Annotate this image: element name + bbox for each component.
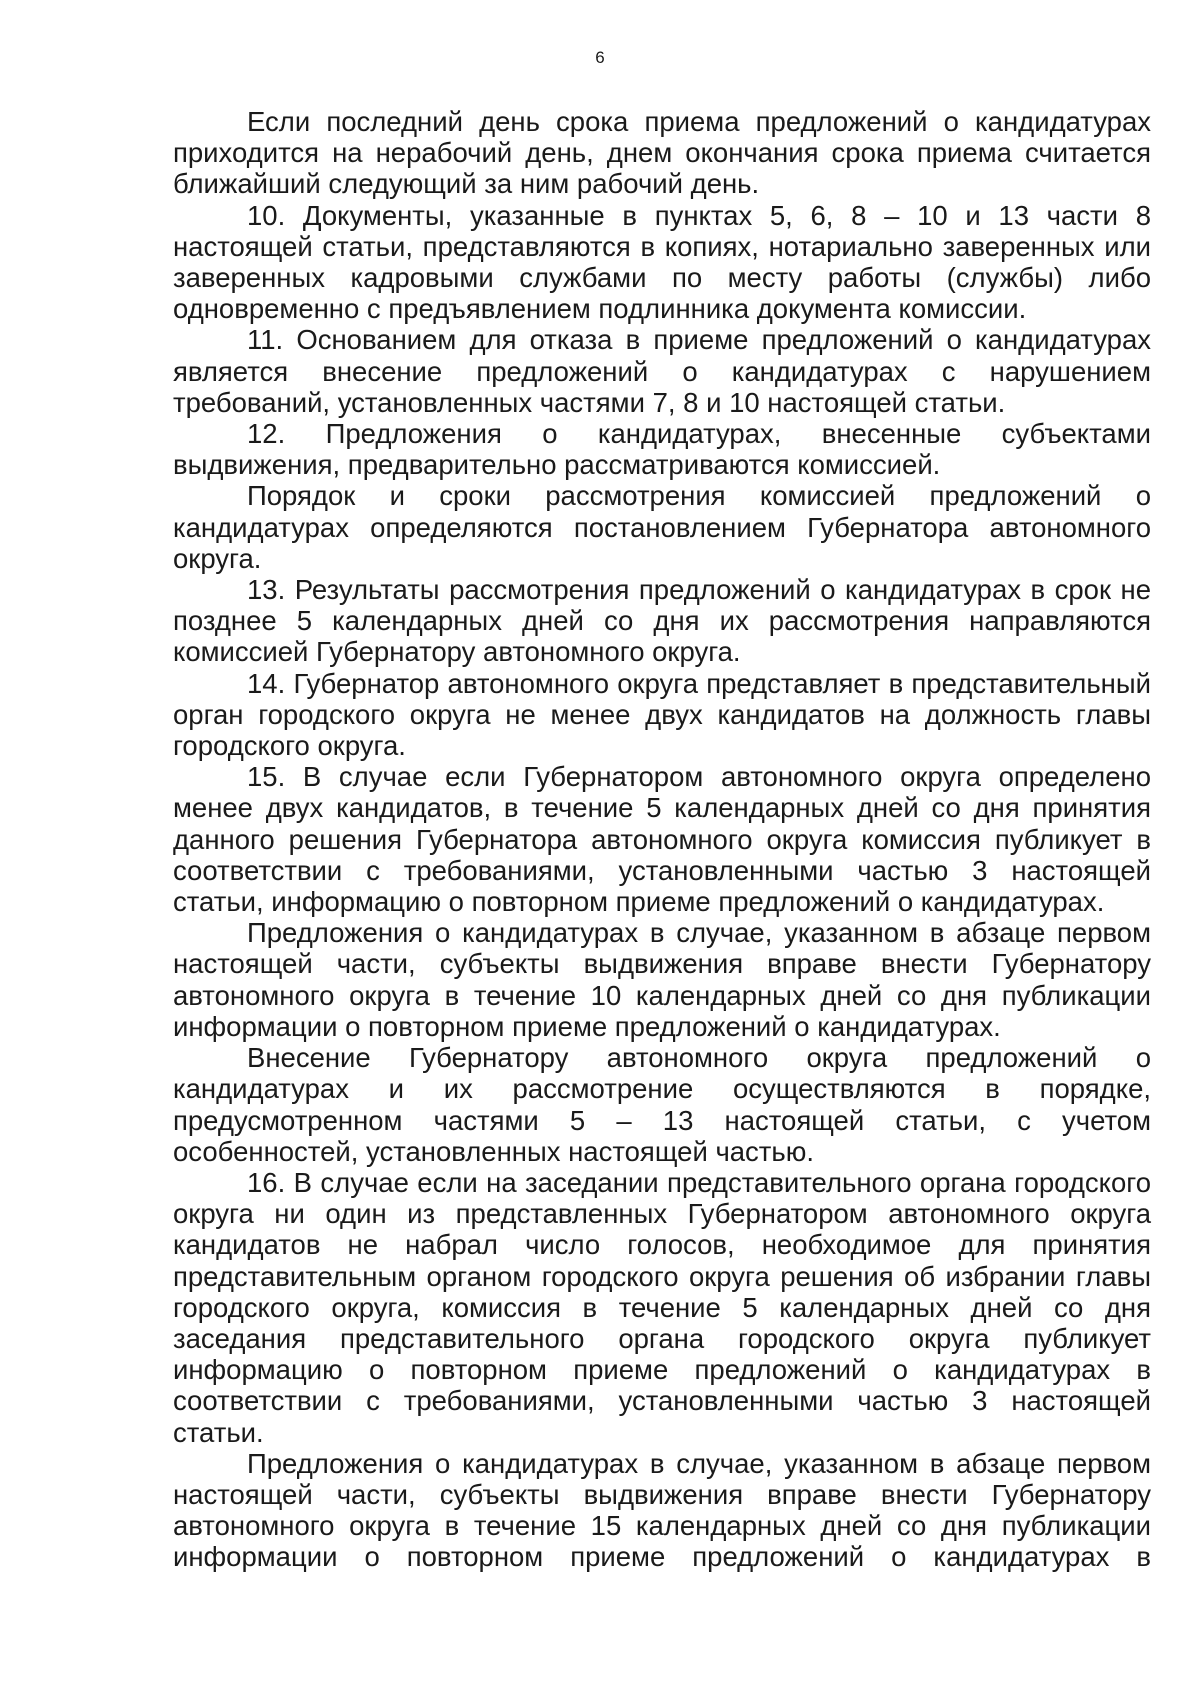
document-body	[173, 106, 1151, 1573]
paragraph: 14. Губернатор автономного округа представляет в представительный орган городского округа не менее двух кандидатов на должность главы городского округа.	[173, 667, 1151, 762]
paragraph: 11. Основанием для отказа в приеме предложений о кандидатурах является внесение предложений о кандидатурах с нарушением требований, установленных частями 7, 8 и 10 настоящей статьи.	[173, 324, 1151, 418]
paragraph: 16. В случае если на заседании представительного органа городского округа ни один из представленных Губернатором автономного округа кандидатов не набрал число голосов, необходимое для принятия представительным органом городского округа решения об избрании главы городского округа, комиссия в течение 5 календарных дней со дня заседания представительного органа городского округа публикует информацию о повторном приеме предложений о кандидатурах в соответствии с требованиями, установленными частью 3 настоящей статьи.	[173, 1166, 1151, 1448]
page-number: 6	[595, 48, 605, 67]
paragraph: 10. Документы, указанные в пунктах 5, 6, 8 – 10 и 13 части 8 настоящей статьи, представляются в копиях, нотариально заверенных или заверенных кадровыми службами по месту работы (службы) либо одновременно с предъявлением подлинника документа комиссии.	[173, 199, 1151, 325]
paragraph: Порядок и сроки рассмотрения комиссией предложений о кандидатурах определяются постановлением Губернатора автономного округа.	[173, 480, 1151, 574]
paragraph: 13. Результаты рассмотрения предложений о кандидатурах в срок не позднее 5 календарных дней со дня их рассмотрения направляются комиссией Губернатору автономного округа.	[173, 574, 1151, 668]
paragraph: Внесение Губернатору автономного округа предложений о кандидатурах и их рассмотрение осуществляются в порядке, предусмотренном частями 5 – 13 настоящей статьи, с учетом особенностей, установленных настоящей частью.	[173, 1042, 1151, 1167]
paragraph: 15. В случае если Губернатором автономного округа определено менее двух кандидатов, в течение 5 календарных дней со дня принятия данного решения Губернатора автономного округа комиссия публикует в соответствии с требованиями, установленными частью 3 настоящей статьи, информацию о повторном приеме предложений о кандидатурах.	[173, 761, 1151, 918]
paragraph: Предложения о кандидатурах в случае, указанном в абзаце первом настоящей части, субъекты выдвижения вправе внести Губернатору автономного округа в течение 10 календарных дней со дня публикации информации о повторном приеме предложений о кандидатурах.	[173, 917, 1151, 1042]
paragraph: Предложения о кандидатурах в случае, указанном в абзаце первом настоящей части, субъекты выдвижения вправе внести Губернатору автономного округа в течение 15 календарных дней со дня публикации информации о повторном приеме предложений о кандидатурах в	[173, 1447, 1151, 1573]
paragraph: 12. Предложения о кандидатурах, внесенные субъектами выдвижения, предварительно рассматриваются комиссией.	[173, 418, 1151, 481]
paragraph: Если последний день срока приема предложений о кандидатурах приходится на нерабочий день, днем окончания срока приема считается ближайший следующий за ним рабочий день.	[173, 106, 1151, 200]
